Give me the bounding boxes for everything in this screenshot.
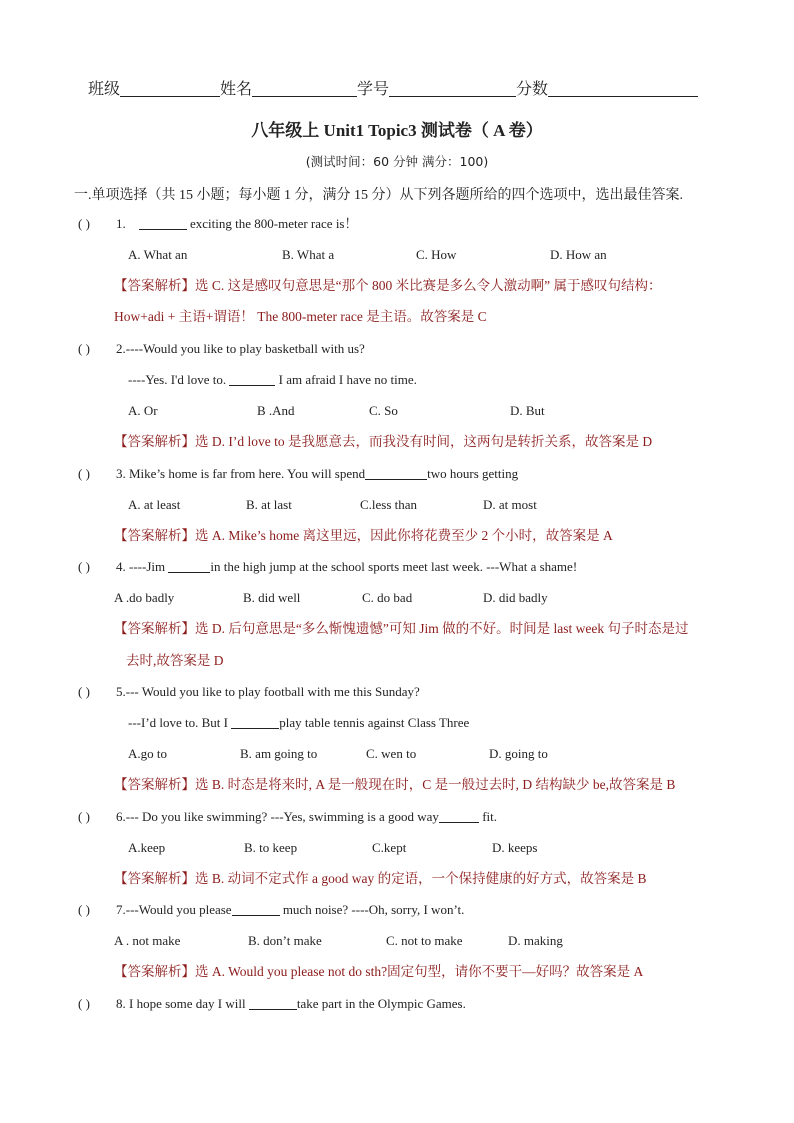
question-stem-line2 [128, 371, 417, 389]
option-b[interactable]: B. don’t make [248, 933, 322, 948]
option-d[interactable]: D. at most [483, 497, 537, 512]
option-c[interactable]: C.less than [360, 497, 418, 512]
option-d[interactable]: D. How an [550, 247, 607, 262]
stem-part: exciting the 800-meter race is！ [190, 216, 358, 231]
answer-analysis: 【答案解析】选 D. 后句意思是“多么惭愧遗憾”可知 Jim 做的不好。时间是 last week 句子时态是过 [114, 621, 689, 636]
student-id-label: 学号 [357, 81, 390, 98]
page-title: 八年级上 Unit1 Topic3 测试卷（ A 卷） [251, 121, 543, 140]
exam-info: (测试时间：60 分钟 满分：100) [305, 154, 489, 169]
option-d[interactable]: D. did badly [483, 590, 548, 605]
answer-blank[interactable] [229, 371, 275, 386]
section-heading: 一.单项选择（共 15 小题；每小题 1 分，满分 15 分）从下列各题所给的四个选项中，选出最佳答案. [74, 188, 683, 203]
stem-part: take part in the Olympic Games. [296, 996, 466, 1011]
option-a[interactable]: A .do badly [114, 590, 175, 605]
option-b[interactable]: B. to keep [244, 840, 298, 855]
stem-part: 1. [116, 216, 126, 231]
stem-part: 2.----Would you like to play basketball with us? [116, 341, 365, 356]
student-id-blank[interactable] [389, 80, 516, 97]
option-c[interactable]: C. So [369, 403, 398, 418]
answer-analysis: 【答案解析】选 A. Mike’s home 离这里远，因此你将花费至少 2 个小时，故答案是 A [114, 528, 613, 543]
stem-part: 7.---Would you please [116, 902, 232, 917]
answer-analysis: 【答案解析】选 B. 动词不定式作 a good way 的定语，一个保持健康的好方式，故答案是 B [114, 871, 647, 886]
stem-part: ---I’d love to. But I [128, 715, 229, 730]
option-b[interactable]: B. am going to [240, 746, 318, 761]
name-blank[interactable] [252, 80, 357, 97]
option-c[interactable]: C. wen to [366, 746, 417, 761]
answer-blank[interactable] [232, 901, 280, 916]
option-a[interactable]: A. at least [128, 497, 181, 512]
stem-part: I am afraid I have no time. [278, 372, 417, 387]
option-d[interactable]: D. keeps [492, 840, 538, 855]
answer-analysis: 【答案解析】选 B. 时态是将来时, A 是一般现在时，C 是一般过去时, D 结构缺少 be,故答案是 B [114, 777, 676, 792]
answer-blank[interactable] [168, 558, 210, 573]
answer-blank[interactable] [365, 465, 427, 480]
stem-part: 3. Mike’s home is far from here. You will spend [116, 466, 366, 481]
answer-analysis: 【答案解析】选 C. 这是感叹句意思是“那个 800 米比赛是多么令人激动啊” 属于感叹句结构： [114, 278, 662, 293]
option-c[interactable]: C. not to make [386, 933, 463, 948]
option-d[interactable]: D. going to [489, 746, 548, 761]
answer-blank[interactable] [231, 714, 279, 729]
option-b[interactable]: B .And [257, 403, 295, 418]
name-label: 姓名 [220, 81, 253, 98]
answer-bracket[interactable]: ( ) [78, 559, 90, 574]
option-a[interactable]: A.keep [128, 840, 166, 855]
option-a[interactable]: A. Or [128, 403, 158, 418]
student-info-line [88, 76, 698, 99]
class-label: 班级 [88, 81, 121, 98]
answer-blank[interactable] [249, 995, 297, 1010]
answer-bracket[interactable]: ( ) [78, 684, 90, 699]
stem-part: much noise? ----Oh, sorry, I won’t. [282, 902, 465, 917]
option-b[interactable]: B. at last [246, 497, 292, 512]
stem-part: ----Yes. I'd love to. [128, 372, 227, 387]
answer-bracket[interactable]: ( ) [78, 996, 90, 1011]
option-c[interactable]: C. How [416, 247, 457, 262]
answer-bracket[interactable]: ( ) [78, 809, 90, 824]
answer-analysis: How+adi + 主语+谓语！ The 800-meter race 是主语。故答案是 C [114, 309, 487, 324]
option-b[interactable]: B. did well [243, 590, 301, 605]
option-d[interactable]: D. But [510, 403, 545, 418]
score-blank[interactable] [548, 80, 698, 97]
stem-part: two hours getting [427, 466, 519, 481]
answer-analysis: 去时,故答案是 D [126, 653, 224, 668]
option-d[interactable]: D. making [508, 933, 563, 948]
option-a[interactable]: A . not make [114, 933, 181, 948]
question-stem-line2 [128, 714, 469, 732]
answer-analysis: 【答案解析】选 A. Would you please not do sth?固定句型，请你不要干—好吗？故答案是 A [114, 964, 644, 979]
answer-analysis: 【答案解析】选 D. I’d love to 是我愿意去，而我没有时间，这两句是转折关系，故答案是 D [114, 434, 653, 449]
stem-part: 6.--- Do you like swimming? ---Yes, swimming is a good way [116, 809, 439, 824]
option-c[interactable]: C.kept [372, 840, 407, 855]
answer-bracket[interactable]: ( ) [78, 216, 90, 231]
stem-part: play table tennis against Class Three [279, 715, 470, 730]
answer-bracket[interactable]: ( ) [78, 466, 90, 481]
option-b[interactable]: B. What a [282, 247, 335, 262]
score-label: 分数 [516, 81, 549, 98]
stem-part: 5.--- Would you like to play football with me this Sunday? [116, 684, 420, 699]
answer-bracket[interactable]: ( ) [78, 902, 90, 917]
class-blank[interactable] [120, 80, 220, 97]
stem-part: fit. [482, 809, 497, 824]
option-a[interactable]: A.go to [128, 746, 167, 761]
stem-part: 8. I hope some day I will [116, 996, 246, 1011]
answer-blank[interactable] [139, 215, 187, 230]
answer-blank[interactable] [439, 808, 479, 823]
answer-bracket[interactable]: ( ) [78, 341, 90, 356]
stem-part: 4. ----Jim [116, 559, 166, 574]
stem-part: in the high jump at the school sports meet last week. ---What a shame! [210, 559, 578, 574]
option-a[interactable]: A. What an [128, 247, 188, 262]
option-c[interactable]: C. do bad [362, 590, 413, 605]
